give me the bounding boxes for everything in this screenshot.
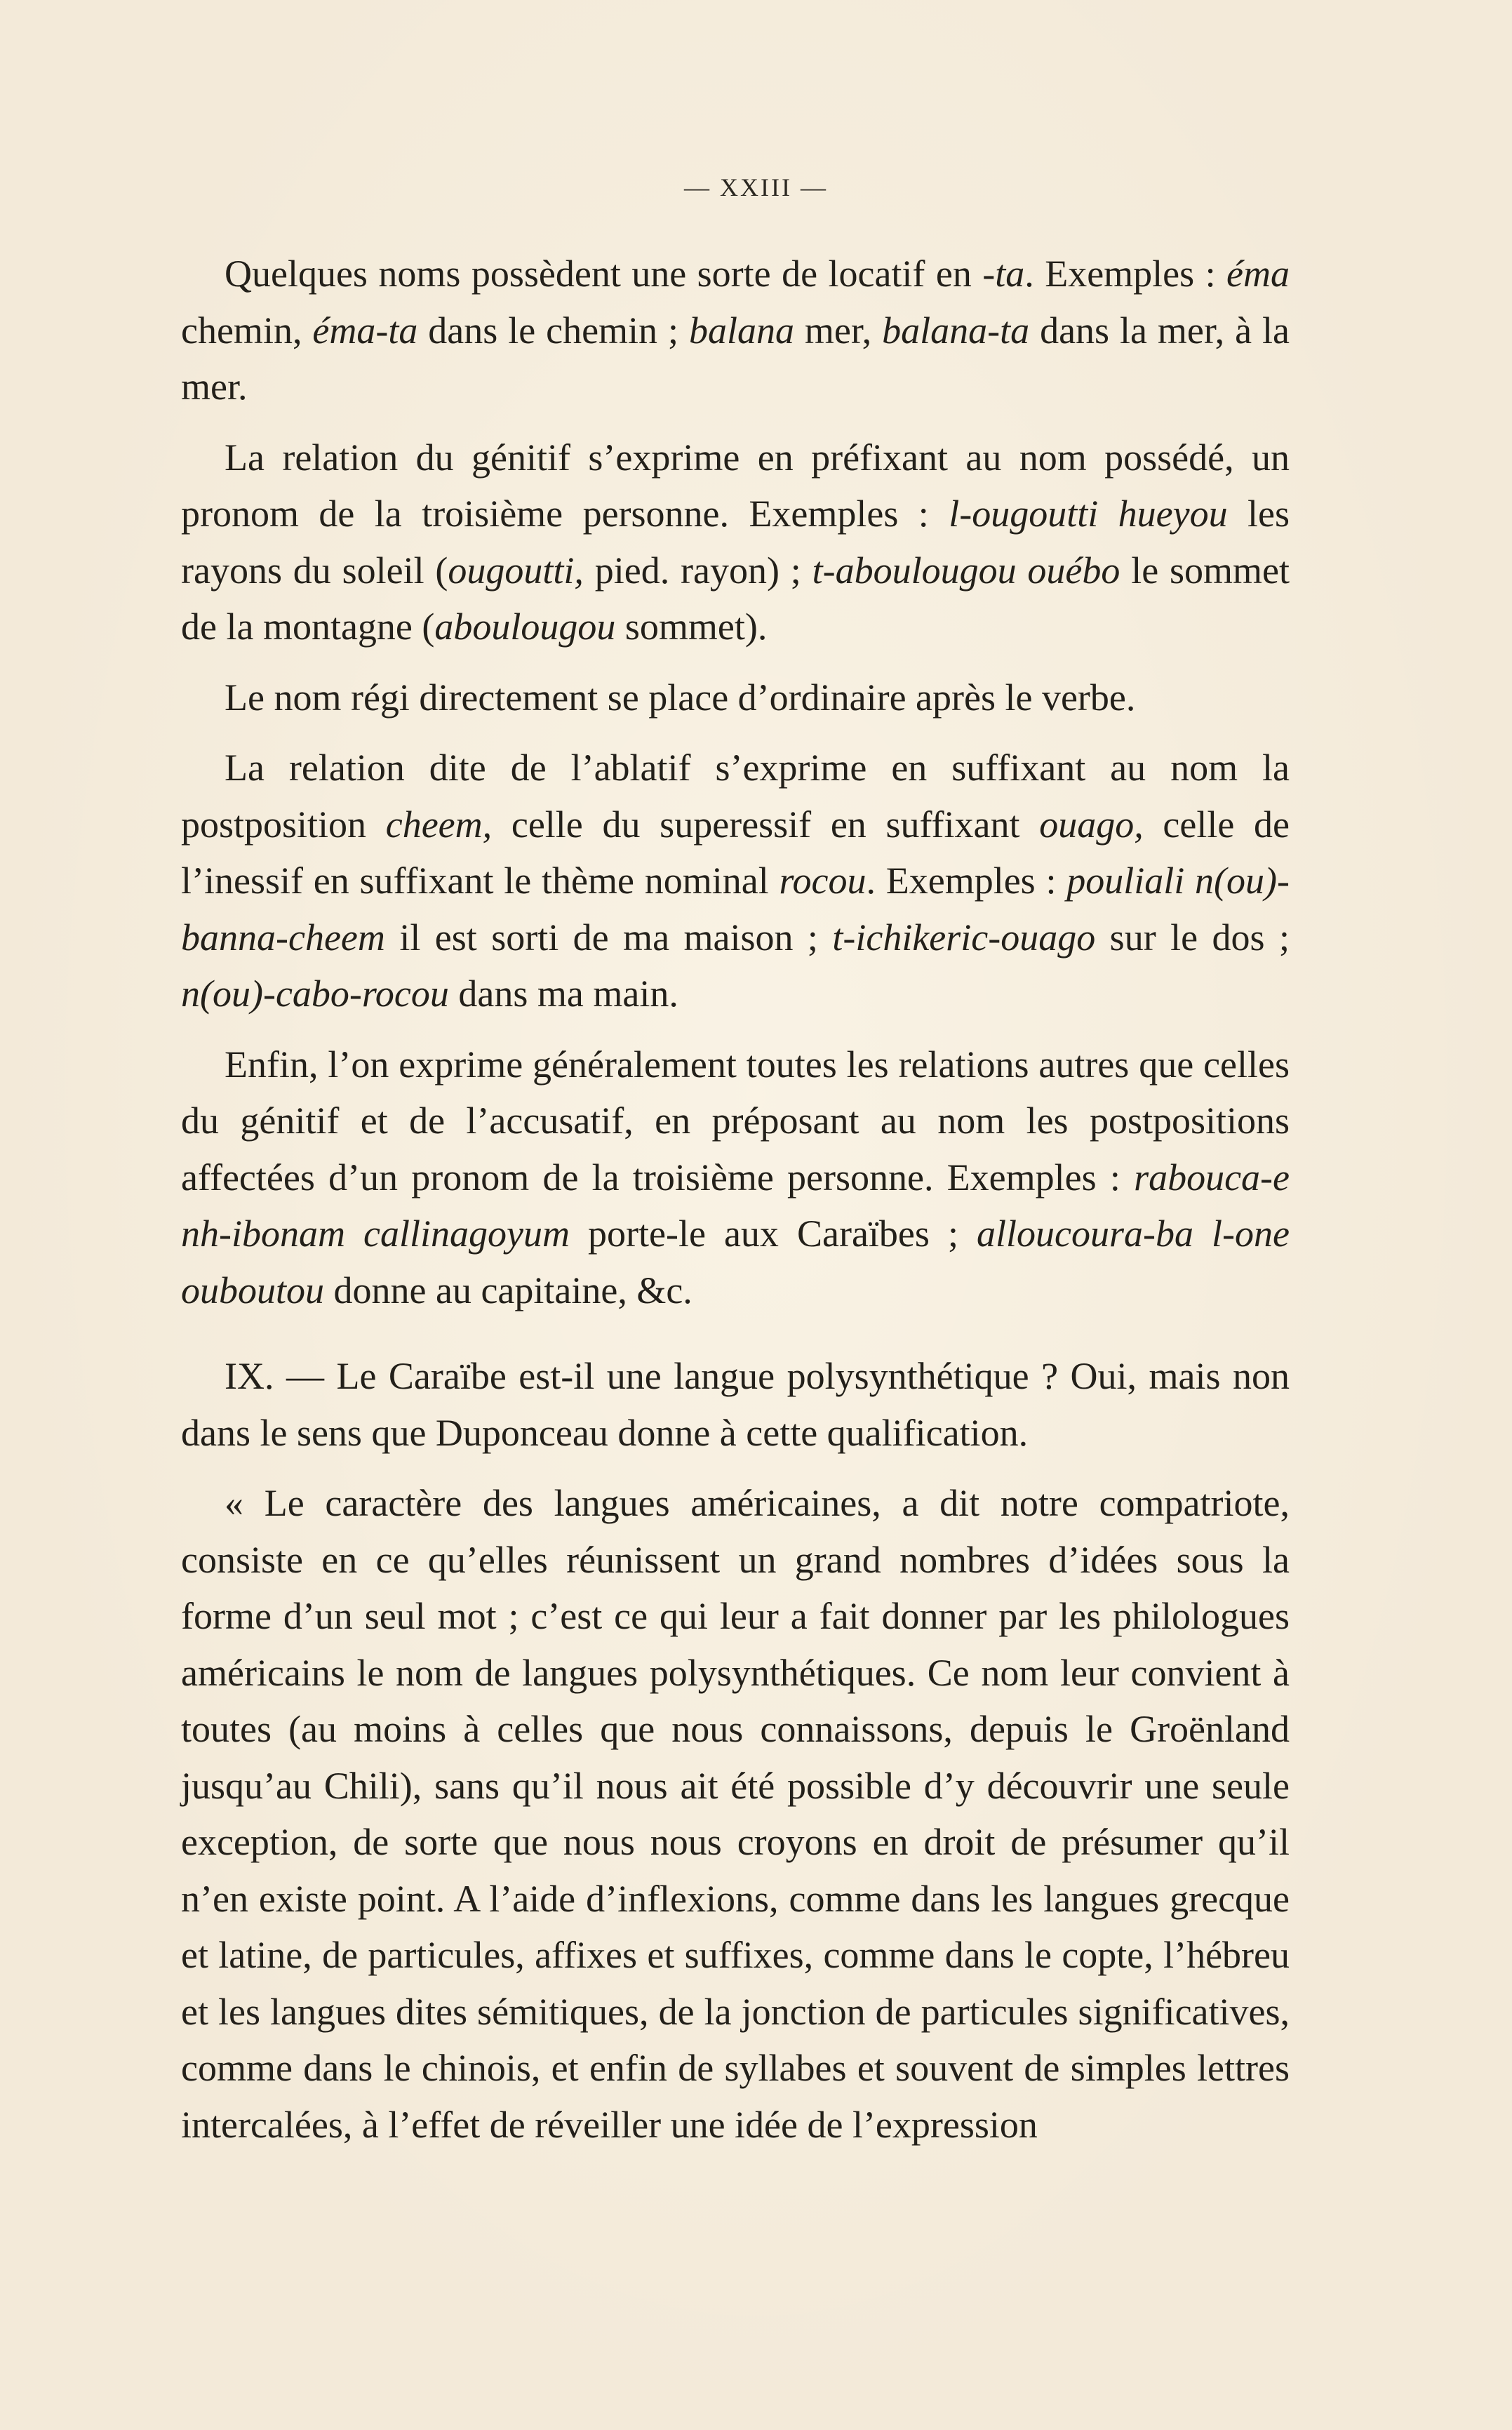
text-run: chemin, — [181, 309, 313, 352]
text-run: celle de l’inessif en suffixant le thème nominal — [181, 803, 1290, 902]
paragraph-ablatif — [181, 740, 1290, 1022]
italic-term: aboulougou — [434, 606, 616, 648]
text-run: sommet). — [615, 606, 768, 648]
text-run: pied. rayon) ; — [583, 549, 812, 592]
italic-term: cheem, — [385, 803, 493, 846]
text-run: celle du superessif en suffixant — [492, 803, 1040, 846]
italic-term: rabouca-e nh-ibonam callinagoyum — [181, 1156, 1290, 1255]
italic-term: ougoutti, — [448, 549, 584, 592]
text-run: le sommet de la montagne ( — [181, 549, 1290, 648]
italic-term: rocou — [779, 860, 867, 902]
text-run: donne au capitaine, &c. — [324, 1269, 693, 1311]
text-run: sur le dos ; — [1095, 916, 1290, 959]
italic-term: ouago, — [1039, 803, 1144, 846]
italic-term: t-ichikeric-ouago — [832, 916, 1096, 959]
text-run: Quelques noms possèdent une sorte de locatif en — [225, 253, 983, 295]
text-run: porte-le aux Caraïbes ; — [569, 1213, 977, 1255]
italic-term: pouliali n(ou)-banna-cheem — [181, 860, 1290, 959]
paragraph-nom-regi — [181, 669, 1290, 726]
paragraph-locatif — [181, 246, 1290, 415]
italic-term: éma-ta — [312, 309, 418, 352]
italic-term: alloucoura-ba l-one ouboutou — [181, 1213, 1290, 1311]
italic-term: -ta — [982, 253, 1025, 295]
paragraph-section-ix — [181, 1348, 1290, 1461]
text-run: Enfin, l’on exprime généralement toutes les relations autres que celles du génitif et de l’accusatif, en préposant au nom les postpositions affectées d’un pronom de la troisième personne. Exemples : — [181, 1043, 1290, 1199]
text-run: La relation du génitif s’exprime en préfixant au nom possédé, un pronom de la troisième personne. Exemples : — [181, 436, 1290, 535]
body-text — [181, 246, 1290, 2153]
italic-term: t-aboulougou ouébo — [812, 549, 1120, 592]
paragraph-genitif — [181, 429, 1290, 655]
text-run: les rayons du soleil ( — [181, 493, 1290, 592]
page-number-header: — XXIII — — [684, 173, 828, 201]
italic-term: éma — [1226, 253, 1290, 295]
text-run: dans le chemin ; — [417, 309, 689, 352]
text-run: il est sorti de ma maison ; — [384, 916, 833, 959]
text-run: mer, — [794, 309, 883, 352]
text-run: dans la mer, à la mer. — [181, 309, 1290, 408]
italic-term: n(ou)-cabo-rocou — [181, 973, 449, 1015]
text-run: IX. — Le Caraïbe est-il une langue polysynthétique ? Oui, mais non dans le sens que Duponceau donne à cette qualification. — [181, 1355, 1290, 1454]
italic-term: l-ougoutti hueyou — [949, 493, 1228, 535]
text-run: . Exemples : — [1024, 253, 1227, 295]
italic-term: balana — [688, 309, 794, 352]
text-run: « Le caractère des langues américaines, a dit notre compatriote, consiste en ce qu’elles réunissent un grand nombres d’idées sous la forme d’un seul mot ; c’est ce qui leur a fait donner par les philologues américains le nom de langues polysynthétiques. Ce nom leur convient à toutes (au moins à celles que nous connaissons, depuis le Groënland jusqu’au Chili), sans qu’il nous ait été possible d’y découvrir une seule exception, de sorte que nous nous croyons en droit de présumer qu’il n’en existe point. A l’aide d’inflexions, comme dans les langues grecque et latine, de particules, affixes et suffixes, comme dans le copte, l’hébreu et les langues dites sémitiques, de la jonction de particules significatives, comme dans le chinois, et enfin de syllabes et souvent de simples lettres intercalées, à l’effet de réveiller une idée de l’expression — [181, 1482, 1290, 2146]
text-run: . Exemples : — [866, 860, 1067, 902]
paragraph-quotation — [181, 1475, 1290, 2153]
text-run: Le nom régi directement se place d’ordinaire après le verbe. — [225, 676, 1136, 719]
text-run: dans ma main. — [448, 973, 678, 1015]
italic-term: balana-ta — [882, 309, 1030, 352]
paragraph-relations — [181, 1036, 1290, 1319]
text-run: La relation dite de l’ablatif s’exprime en suffixant au nom la postposition — [181, 747, 1290, 846]
